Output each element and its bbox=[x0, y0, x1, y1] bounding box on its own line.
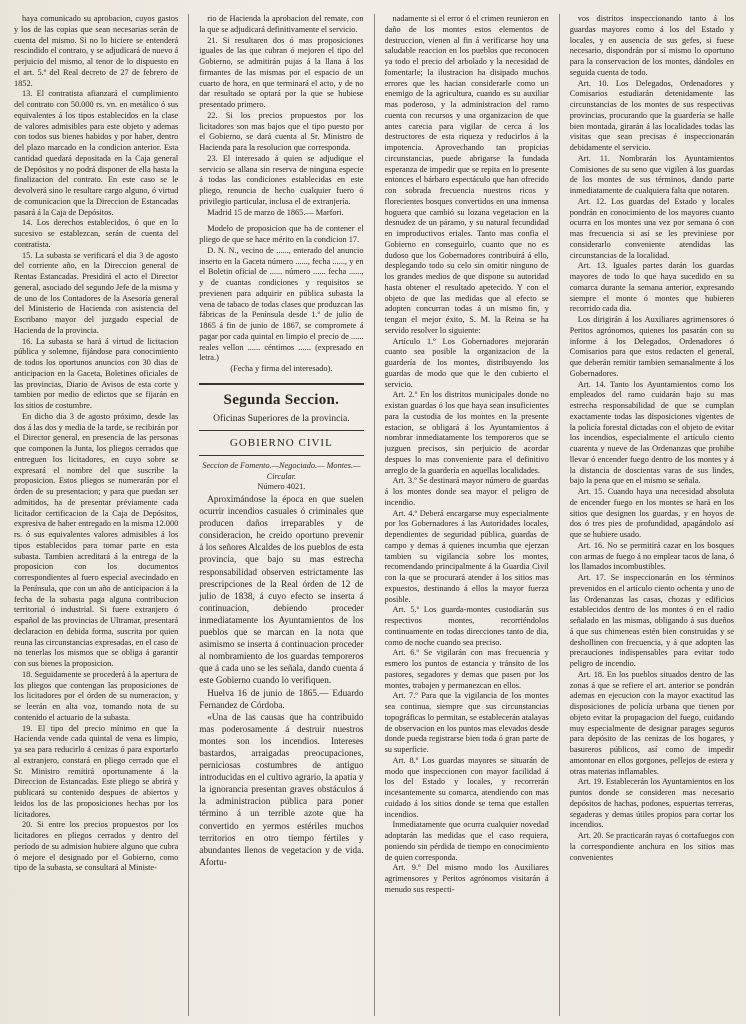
paragraph: 13. El contratista afianzará el cumplimiento del contrato con 50.000 rs. vn. en metálico ó sus equivalentes á los tipos establecidos en la clase de valores admisibles para este objeto y ademas con todos sus bienes habidos y por haber, dentro del plazo marcado en la condicion anterior. Esta cantidad quedará depositada en la Caja general de Depósitos y no podrá disponer de ella hasta la finalizacion del contrato. En este caso se le devolverá sino le resultare cargo alguno, ó virtud de comunicacion que la Direccion de Estancadas pasará á la Caja de Depósitos. bbox=[14, 89, 179, 217]
paragraph: Art. 7.º Para que la vigilancia de los montes sea continua, siempre que sus circunstancias topográficas lo permitan, se establecerán atalayas de observacion en los puntos mas elevados desde donde pueda registrarse bien toda ó gran parte de su superficie. bbox=[384, 691, 549, 754]
proposal-model bbox=[199, 224, 363, 375]
column-divider bbox=[559, 14, 560, 1016]
paragraph: Aproximándose la época en que suelen ocurrir incendios casuales ó criminales que producen daños irreparables y de consideracion, he creido oportuno prevenir á los señores Alcaldes de los pueblos de esta provincia, que bajo su mas estrecha responsabilidad observen estrictamente las prescripciones de la Real órden de 12 de julio de 1838, á cuyo efecto se inserta á continuacion, debiendo proceder inmediatamente los Ayuntamientos de los pueblos que se marcan en la nota que asimismo se inserta á continuacion proceder al nombramiento de los guardas temporeros que á cada uno se les señala, dando cuenta á este Gobierno cuando lo verifiquen. bbox=[199, 494, 364, 686]
column-container bbox=[14, 14, 734, 1016]
paragraph: 15. La subasta se verificará el dia 3 de agosto del corriente año, en la Direccion general de Rentas Estancadas. Presidirá el acto el Director general, asociado del segundo Jefe de la misma y de uno de los Contadores de la Asesoría general del Ministerio de Hacienda con asistencia del Escribano mayor del juzgado especial de Hacienda de la provincia. bbox=[14, 250, 179, 335]
paragraph: 16. La subasta se hará á virtud de licitacion pública y solemne, fijándose para conocimiento de todos los oportunos anuncios con 30 dias de anticipacion en la Gaceta, Boletines oficiales de las provincias, Diario de Avisos de esta corte y tambien por medio de edictos que se fijarán en los sitios de costumbre. bbox=[14, 336, 179, 410]
paragraph: 19. El tipo del precio mínimo en que la Hacienda vende cada quintal de vena es limpio, ya sea para reducirlo á cenizas ó para exportarlo al extranjero, constará en pliego cerrado que el Sr. Ministro remitirá oportunamente á la Direccion de Estancadas. Este pliego se abrirá y publicará su contenido despues de abiertos y leidos los de las proposiciones hechas por los licitadores. bbox=[14, 723, 179, 819]
subject-line: Seccion de Fomento.—Negociado.— Montes.—Circular. bbox=[202, 460, 361, 481]
paragraph: Art. 10. Los Delegados, Ordenadores y Comisarios estudiarán detenidamente las circunstancias de los montes de sus respectivas provincias, procurando que la guardería se halle bien montada, girarán á las localidades todas las visitas que sean precisas é inspeccionarán debidamente el servicio. bbox=[569, 78, 734, 152]
column-divider bbox=[374, 14, 375, 1016]
divider bbox=[199, 455, 363, 456]
column-2 bbox=[199, 14, 363, 1016]
paragraph: Madrid 15 de marzo de 1865.— Marfori. bbox=[207, 207, 344, 217]
government-title: GOBIERNO CIVIL bbox=[229, 436, 333, 449]
paragraph: Art. 13. Iguales partes darán los guardas mayores de todo lo que haya sucedido en su comarca durante la semana anterior, expresando siempre el monte ó montes que hubieren recorrido cada dia. bbox=[569, 261, 734, 314]
paragraph: Art. 12. Los guardas del Estado y locales pondrán en conocimiento de los mayores cuanto ocurra en los montes una vez por semana ó con mas frecuencia si así se les previniese por considerarlo conveniente atendidas las circunstancias de la localidad. bbox=[569, 196, 734, 260]
paragraph: Art. 5.º Los guarda-montes custodiarán sus respectivos montes, recorriéndolos continuamente en todas direcciones tanto de dia, como de noche cuando sea preciso. bbox=[384, 605, 549, 647]
paragraph: Art. 9.º Del mismo modo los Auxiliares agrimensores y Peritos agrónomos visitarán á menudo sus respecti- bbox=[384, 863, 549, 894]
paragraph: Art. 6.º Se vigilarán con mas frecuencia y esmero los puntos de estancia y tránsito de los pastores, segadores y demas que pasen por los montes, trabajen y permanezcan en ellos. bbox=[384, 648, 549, 690]
paragraph: nadamente si el error ó el crimen reunieron en daño de los montes estos elementos de destruccion, vienen al fin á verificarse hoy una saludable reaccion en los pueblos que reconocen ya todo el precio del arbolado y la necesidad de fomentarle; la ilustracion ha disipado muchos errores que les hacian considerarle como un enemigo de la agricultura, cuando es su auxiliar mas poderoso, y la administracion del ramo cuenta con recursos y una organizacion de que antes carecia para vigilar de cerca á los destructores de esta riqueza y reducirlos á la impotencia. Aprovechando tan propicias circunstancias, puede abrigarse la fundada esperanza de impedir que se repita en lo presente entonces el bárbaro espectáculo que han ofrecido con sobrada frecuencia nuestros ricos y florecientes bosques convertidos en una inmensa hoguera que cambió su lozana vegetacion en la desnudez de un páramo, y su natural fecundidad en improductivos eriales. Tanto mas confia el Gobierno en conseguirlo, cuanto que no es dudoso que los Gobernadores contribuirá á ello, desplegando todo su celo sin omitir ninguno de los grandes medios de que dispone su autoridad hasta obtener el resultado apetecido. Y con el objeto de que las medidas que al efecto se adopten concurran todas á un mismo fin, y tengan el mejor éxito, S. M. la Reina se ha servido resolver lo siguiente: bbox=[384, 14, 549, 335]
column-4 bbox=[570, 14, 734, 1016]
paragraph: haya comunicado su aprobacion, cuyos gastos y los de las copias que sean necesarias serán de cuenta del mismo. Si no lo hiciere se entenderá rescindido el contrato, y se adjudicará de nuevo á perjuicio del mismo, al tenor de lo dispuesto en el art. 5.º del Real decreto de 27 de febrero de 1852. bbox=[14, 14, 179, 88]
model-signature: (Fecha y firma del interesado). bbox=[230, 364, 333, 373]
paragraph: Art. 4.º Deberá encargarse muy especialmente por los Gobernadores á las Autoridades locales, dependientes de seguridad pública, guardas de campo y demas á quienes incumba que ejerzan tambien su vigilancia sobre los montes, recomendando principalmente á la Guardia Civil con la que se procurará atender á los sitios mas expuestos, destinando á ellos la mayor fuerza posible. bbox=[384, 508, 549, 604]
number-line: Número 4021. bbox=[257, 482, 306, 492]
paragraph: 18. Seguidamente se procederá á la apertura de los pliegos que contengan las proposiciones de los licitadores por el órden de su numeracion, y se leerán en alta voz, tomando nota de su contenido el actuario de la subasta. bbox=[14, 669, 179, 722]
paragraph: vos distritos inspeccionando tanto á los guardas mayores como á los del Estado y locales, y en ausencia de sus gefes, si fuese necesario, dispondrán por sí mismo lo oportuno para la conservacion de los montes, dándoles en seguida cuenta de todo. bbox=[569, 14, 734, 77]
paragraph: Huelva 16 de junio de 1865.— Eduardo Fernandez de Córdoba. bbox=[199, 687, 364, 710]
auction-conditions-end bbox=[199, 14, 363, 218]
paragraph: Art. 15. Cuando haya una necesidad absoluta de encender fuego en los montes se hará en los sitios que designen los guardas, y en hoyos de dos ó tres pies de profundidad, apagándolo así que se hubiere usado. bbox=[569, 487, 734, 539]
paragraph: Art. 19. Establecerán los Ayuntamientos en los puntos donde se consideren mas necesario depósitos de hachas, podones, espuertas terreras, segaderas y demas útiles propios para cortar los incendios. bbox=[569, 777, 734, 830]
divider bbox=[199, 430, 363, 431]
paragraph: Art. 16. No se permitirá cazar en los bosques con armas de fuego á no emplear tacos de lana, ó los llamados incombustibles. bbox=[569, 540, 734, 572]
paragraph: Art. 18. En los pueblos situados dentro de las zonas á que se refiere el art. anterior se pondrán ademas en ejecucion con la mayor exactitud las disposiciones de policía urbana que tienen por objeto evitar la propagacion del fuego, cuidando muy especialmente de designar parages seguros para depósito de las cenizas de los hogares, y basureros públicos, así como de impedir amontonar en ellos gorgones, pellejos de estera y otras materias inflamables. bbox=[569, 669, 734, 776]
paragraph: En dicho dia 3 de agosto próximo, desde las dos á las dos y media de la tarde, se recibirán por el Director general, en presencia de las personas que componen la Junta, los pliegos cerrados que entreguen los licitadores, en cuyo sobre se expresará el nombre del que suscribe la proposicion. Estos pliegos se numerarán por el órden de su presentacion; y para que puedan ser admitidos, ha de presentar préviamente cada licitador certificacion de la Caja de Depósitos, expresiva de haber entregado en la misma 12.000 rs. ó sus equivalentes valores admisibles á los tipos establecidos para tomar parte en esta subasta. Tambien acreditará á la entrega de la proposicion con los documentos correspondientes al fuero especial avecindado en la Península, que con un año de anticipacion á la fecha de la subasta paga alguna contribucion territorial ó industrial. Si fuere extranjero ó español de las provincias de Ultramar, presentará declaracion en debida forma, suscrita por quien reuna las circunstancias expresadas, en el caso de no tenerlas los mismos que se obliga á garantir con sus bienes la proposicion. bbox=[14, 411, 179, 668]
circular-text bbox=[199, 493, 363, 868]
paragraph: 21. Si resultaren dos ó mas proposiciones iguales de las que cubran ó mejoren el tipo del Gobierno, se admitirán pujas á la llana á los firmantes de las mismas por el espacio de un cuarto de hora, en que terminará el acto, y de no dar resultado se optará por la que se hubiese presentado primero. bbox=[199, 35, 364, 109]
paragraph: 20. Si entre los precios propuestos por los licitadores en pliegos cerrados y dentro del período de su admision hubiere alguno que cubra ó mejore el designado por el Gobierno, como tipo de la subasta, se consultará al Ministe- bbox=[14, 820, 179, 873]
paragraph: rio de Hacienda la aprobacion del remate, con la que se adjudicará definitivamente el servicio. bbox=[199, 14, 364, 34]
paragraph: Los dirigirán á los Auxiliares agrimensores ó Peritos agrónomos, quienes los pasarán con su informe á los Delegados, Ordenadores ó Comisarios para que estos redacten el general, que deberán remitir tambien semanalmente á los Gobernadores. bbox=[569, 315, 734, 378]
paragraph: Art. 2.º En los distritos municipales donde no existan guardas ó los que haya sean insuficientes para la custodia de los montes en la presente estacion, se obligará á los Ayuntamientos á nombrar inmediatamente los temporeros que se juzguen precisos, sin perjuicio de acordar despues lo mas conveniente para el definitivo arreglo de la guardería en aquellas localidades. bbox=[384, 390, 549, 475]
paragraph: Inmediatamente que ocurra cualquier novedad adoptarán las medidas que el caso requiera, poniendo sin pérdida de tiempo en conocimiento de quien corresponda. bbox=[384, 820, 549, 862]
paragraph: Art. 17. Se inspeccionarán en los términos prevenidos en el artículo ciento ochenta y uno de las Ordenanzas las casas, chozas y edificios establecidos dentro de los montes ó en el radio señalado en las mismas, obligando á sus dueños á que sus chimeneas estén bien construidas y se deshollinen con frecuencia, y á que adopten las precauciones indispensables para evitar todo peligro de incendio. bbox=[569, 573, 734, 668]
paragraph: 23. El interesado á quien se adjudique el servicio se allana sin reserva de ninguna especie á todas las condiciones establecidas en este pliego, renuncia de hecho cualquier fuero ó privilegio particular, inclusa el de extranjería. bbox=[199, 153, 364, 206]
paragraph: Art. 14. Tanto los Ayuntamientos como los empleados del ramo cuidarán bajo su mas estrecha responsabilidad de que se cumplan exactamente todas las disposiciones vigentes de la policía forestal dictadas con el objeto de evitar los incendios, especialmente el artículo ciento cuarenta y nueve de las Ordenanzas que prohibe llevar ó encender fuego dentro de los montes y á la distancia de doscientas varas de sus lindes, bajo la pena que en el mismo se señala. bbox=[569, 379, 734, 486]
paragraph: Art. 3.º Se destinará mayor número de guardas á los montes donde sea mayor el peligro de incendio. bbox=[384, 476, 549, 507]
column-1 bbox=[14, 14, 178, 1016]
model-intro: Modelo de proposicion que ha de contener el pliego de que se hace mérito en la condicion 17. bbox=[199, 224, 364, 244]
paragraph: 22. Si los precios propuestos por los licitadores son mas bajos que el tipo puesto por el Gobierno, se dará cuenta al Sr. Ministro de Hacienda para la resolucion que corresponda. bbox=[199, 110, 364, 152]
paragraph: Art. 20. Se practicarán rayas ó cortafuegos con la correspondiente anchura en los sitios mas convenientes bbox=[569, 831, 734, 862]
column-3 bbox=[385, 14, 549, 1016]
column-divider bbox=[188, 14, 189, 1016]
paragraph: Art. 11. Nombrarán los Ayuntamientos Comisiones de su seno que vigilen á los guardas de los montes de sus términos, dando parte inmediatamente de cualquiera falta que notaren. bbox=[569, 153, 734, 195]
paragraph: «Una de las causas que ha contribuido mas poderosamente á destruir nuestros montes son los incendios. Intereses bastardos, arraigadas preocupaciones, perniciosas costumbres de antiguo introducidas en el cultivo agrario, la apatía y la ignorancia presentan graves obstáculos á la administracion pública para poner término á un terrible azote que ha convertido en yermos estériles muchos territorios en otro tiempo fértiles y abundantes llenos de vegetacion y de vida. Afortu- bbox=[199, 711, 364, 867]
section-title: Segunda Seccion. bbox=[199, 383, 363, 409]
paragraph: Artículo 1.º Los Gobernadores mejorarán cuanto sea posible la organizacion de la guardería de los montes, distribuyendo los guardas de modo que que le den cubierto el servicio. bbox=[384, 336, 549, 389]
model-body: D. N. N., vecino de ......, enterado del anuncio inserto en la Gaceta número ......, fecha ......, y en el Boletin oficial de ...... número ...... fecha ......, y de cuantas condiciones y requisitos se previenen para adquirir en pública subasta la vena de tabaco de todas clases que produzcan las fábricas de la Península desde 1.º de julio de 1865 á fin de junio de 1867, se compromete á pagar por cada quintal en limpio el precio de ...... reales vellon ...... céntimos ...... (expresado en letra.) bbox=[199, 245, 364, 363]
paragraph: 14. Los derechos establecidos, ó que en lo sucesivo se establezcan, serán de cuenta del contratista. bbox=[14, 218, 179, 249]
paragraph: Art. 8.º Los guardas mayores se situarán de modo que inspeccionen con mayor facilidad á los del Estado y locales, y recorrerán incesantemente su comarca, atendiendo con mas cuidado á los sitios donde se tema que estallen incendios. bbox=[384, 755, 549, 819]
section-subtitle: Oficinas Superiores de la provincia. bbox=[213, 413, 350, 424]
